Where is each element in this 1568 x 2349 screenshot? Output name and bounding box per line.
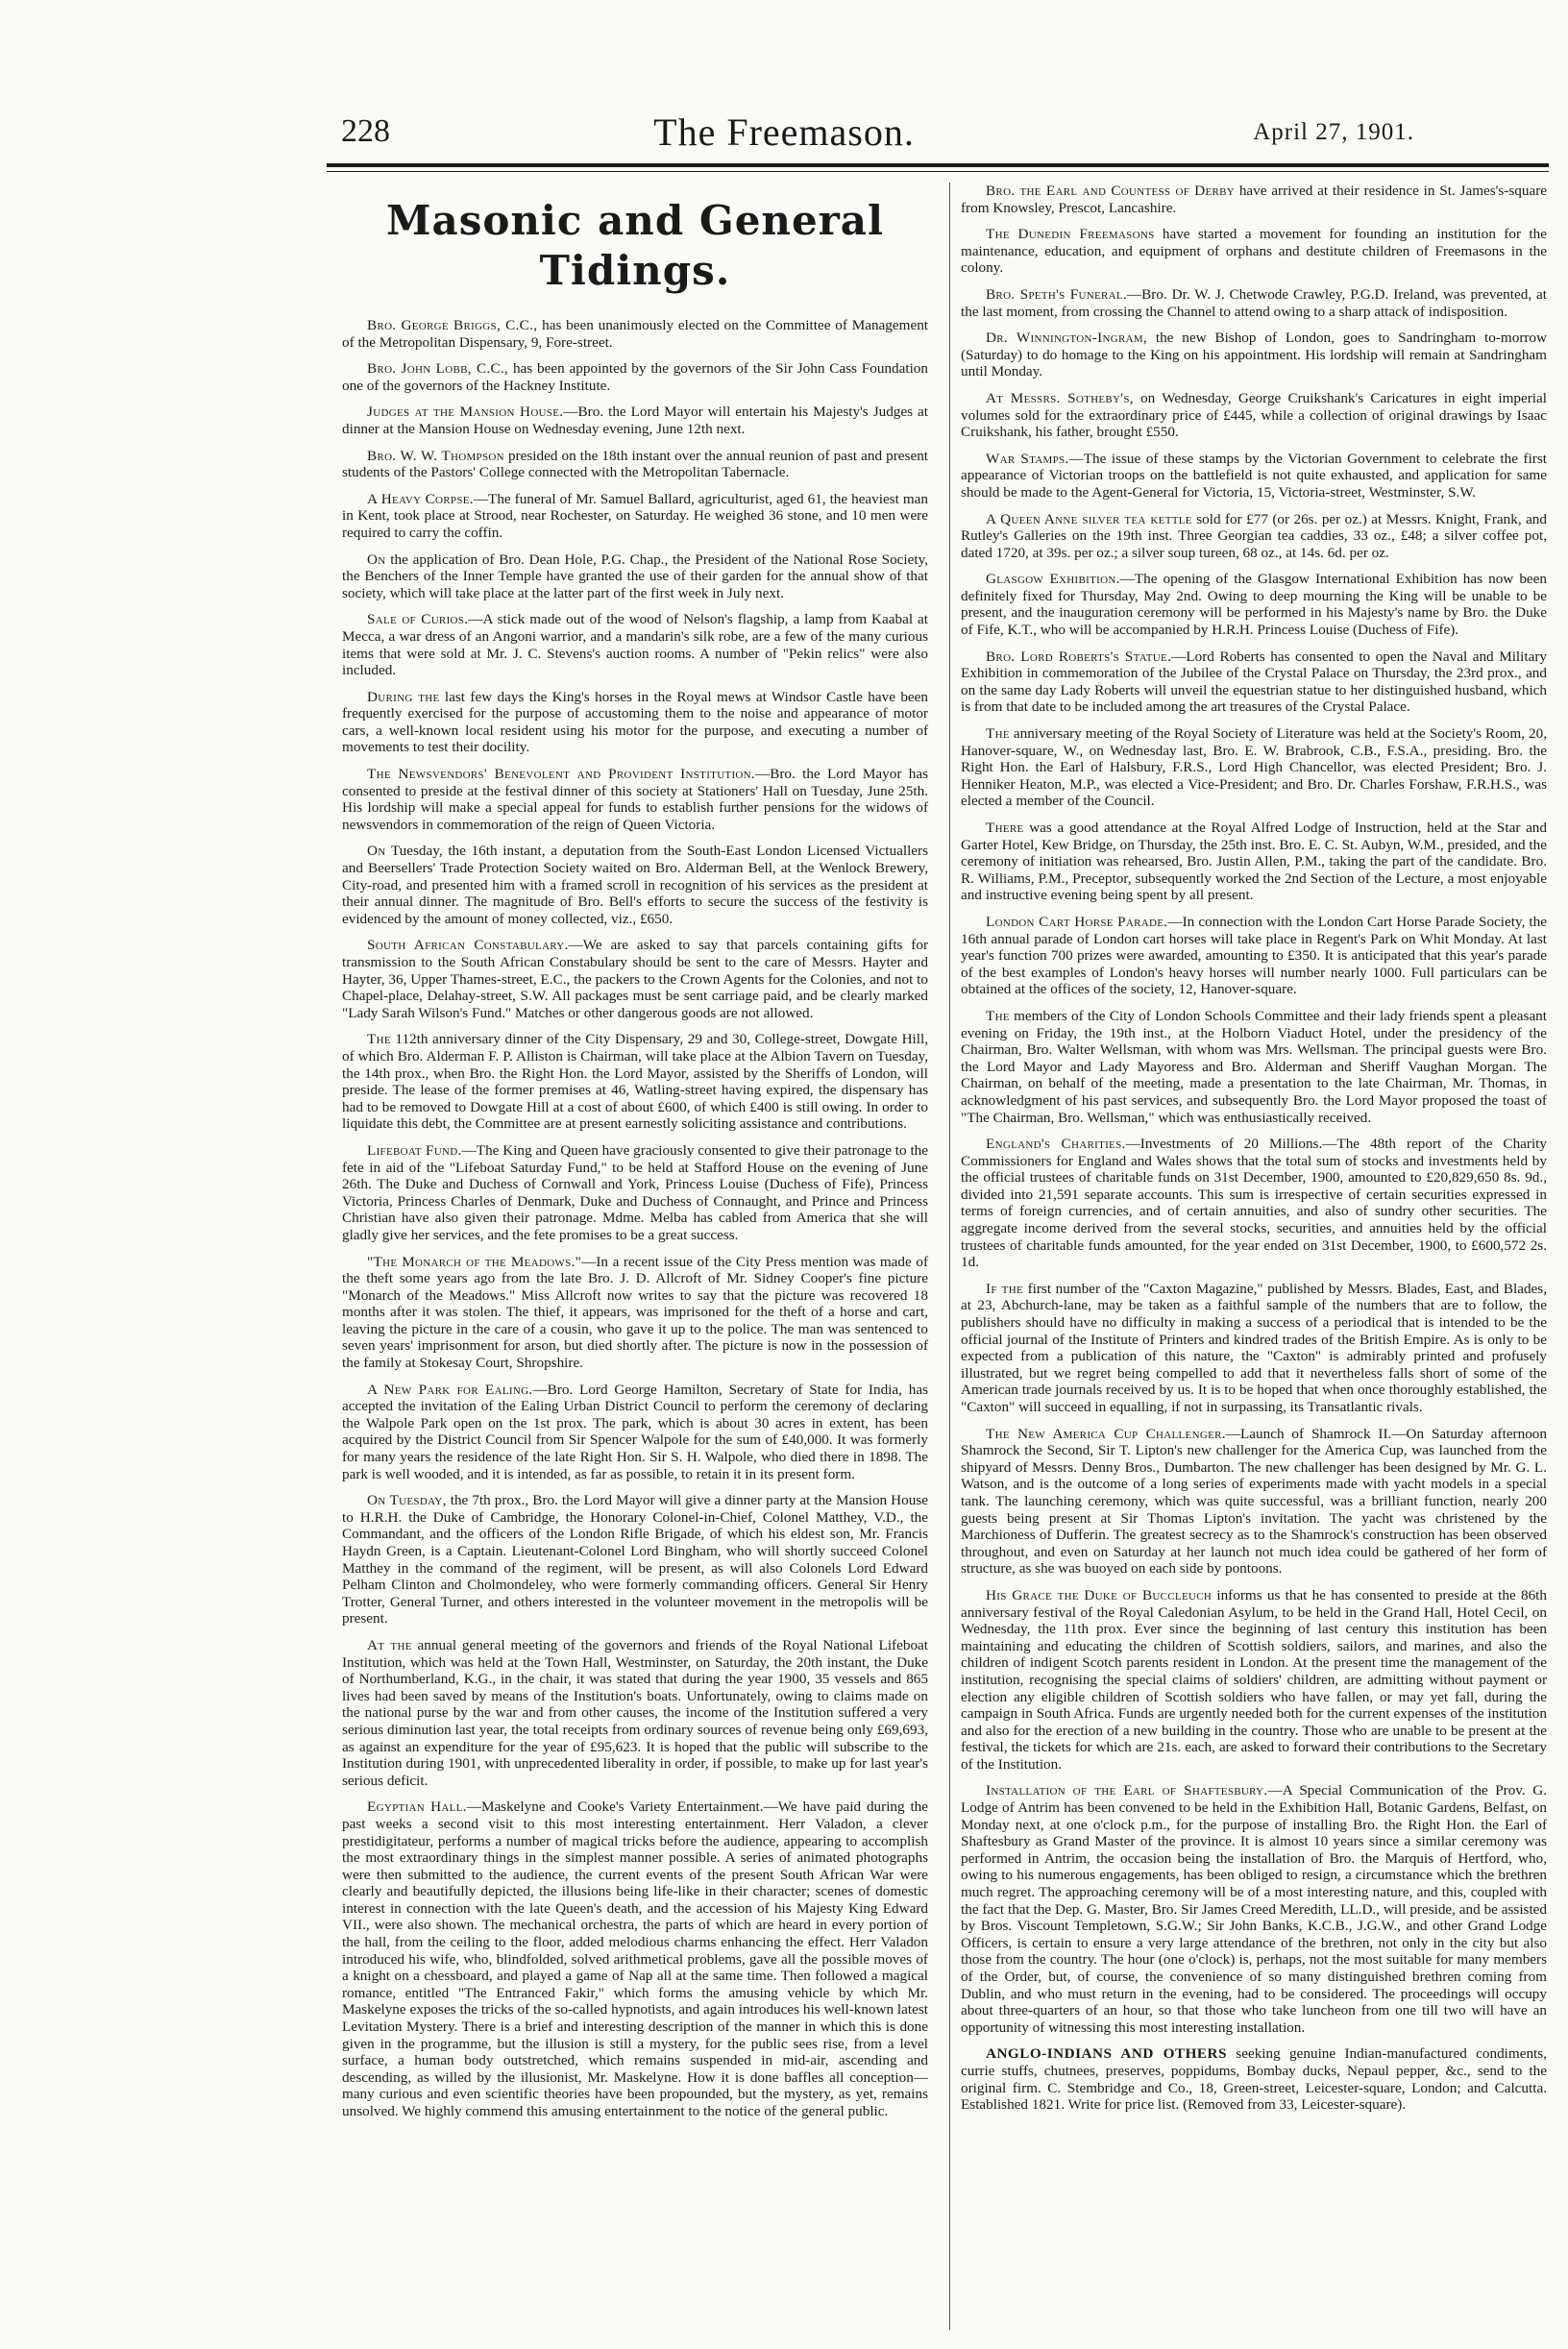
- article-paragraph: [961, 820, 1547, 904]
- advert-lead: ANGLO-INDIANS AND OTHERS: [986, 2045, 1227, 2063]
- article-paragraph: [961, 725, 1547, 810]
- paragraph-text: —Bro. the Lord Mayor will entertain his Majesty's Judges at dinner at the Mansion House on Wednesday evening, June 12th next.: [342, 404, 928, 437]
- article-paragraph: [961, 390, 1547, 441]
- paragraph-lead: Bro. John Lobb, C.C.,: [367, 360, 509, 378]
- paragraph-text: presided on the 18th instant over the annual reunion of past and present students of the Pastors' College connected with the Metropolitan Tabernacle.: [342, 447, 929, 481]
- paragraph-text: annual general meeting of the governors and friends of the Royal National Lifeboat Institution, which was held at the Town Hall, Westminster, on Saturday, the 20th instant, the Duke of Northumberland, K.G., in the chair, it was stated that during the year 1900, 35 vessels and 865 lives had been saved by means of the Institution's boats. Unfortunately, owing to claims made on the national purse by the war and from other causes, the income of the Institution suffered a very serious diminution last year, the total receipts from ordinary sources of revenue being only £69,693, as against an expenditure for the year of £95,623. It is hoped that the public will subscribe to the Institution during 1901, with unprecedented liberality in order, if possible, to make up for last year's serious deficit.: [342, 1636, 929, 1789]
- article-paragraph: [342, 843, 928, 927]
- paragraph-text: —Bro. Dr. W. J. Chetwode Crawley, P.G.D. Ireland, was prevented, at the last moment, from crossing the Channel to attend owing to a sharp attack of indisposition.: [961, 285, 1547, 320]
- paragraph-lead: Bro. George Briggs, C.C.,: [367, 317, 538, 333]
- paragraph-text: has been appointed by the governors of the Sir John Cass Foundation one of the governors of the Hackney Institute.: [342, 360, 928, 394]
- article-paragraph: [961, 1587, 1547, 1774]
- article-paragraph: [342, 1142, 928, 1244]
- paragraph-lead: Egyptian Hall.: [367, 1798, 467, 1816]
- paragraph-text: —Investments of 20 Millions.—The 48th report of the Charity Commissioners for England and Wales shows that the total sum of stocks and investments held by the official trustees of charitable funds on 31st December, 1900, amounted to £20,829,650 8s. 9d., divided into 21,591 separate accounts. This sum is irrespective of certain securities expressed in terms of foreign currencies, and of certain annuities, and also of sundry other securities. The aggregate income derived from the several stocks, securities, and annuities held by the official trustees of charitable funds amounted, for the year ended on 31st December, 1900, to £600,572 2s. 1d.: [961, 1136, 1547, 1271]
- paragraph-lead: There: [986, 820, 1024, 836]
- paragraph-lead: The: [986, 1007, 1010, 1024]
- article-paragraph: [342, 937, 928, 1021]
- article-paragraph: [961, 1008, 1547, 1126]
- article-paragraph: [342, 766, 928, 833]
- paragraph-lead: The Newsvendors' Benevolent and Provident Institution.: [367, 766, 755, 783]
- paragraph-lead: Installation of the Earl of Shaftesbury.: [986, 1782, 1268, 1799]
- paragraph-lead: London Cart Horse Parade.: [986, 913, 1168, 930]
- article-paragraph: [342, 1031, 928, 1133]
- paragraph-lead: Bro. W. W. Thompson: [367, 447, 504, 464]
- paragraph-text: —A stick made out of the wood of Nelson's flagship, a lamp from Kaabal at Mecca, a war dress of an Angoni warrior, and a mandarin's silk robe, are a few of the many curious items that were sold at Mr. J. C. Stevens's auction rooms. A number of "Pekin relics" were also included.: [342, 611, 928, 679]
- paragraph-lead: Lifeboat Fund.: [367, 1141, 462, 1159]
- article-paragraph: [342, 1492, 928, 1627]
- paragraph-text: last few days the King's horses in the Royal mews at Windsor Castle have been frequently exercised for the purpose of accustoming them to the noise and appearance of motor cars, a well-known local resident using his motor for the purpose, and executing a number of movements to test their docility.: [342, 688, 928, 756]
- paragraph-lead: Judges at the Mansion House.: [367, 404, 564, 421]
- paragraph-lead: Glasgow Exhibition.: [986, 571, 1120, 588]
- paragraph-lead: Sale of Curios.: [367, 611, 469, 628]
- paragraph-text: have arrived at their residence in St. James's-square from Knowsley, Prescot, Lancashire.: [961, 183, 1547, 216]
- paragraph-lead: War Stamps.: [986, 450, 1069, 467]
- paragraph-text: —We are asked to say that parcels containing gifts for transmission to the South African Constabulary should be sent to the care of Messrs. Hayter and Hayter, 36, Upper Thames-street, E.C., the packers to the Crown Agents for the Colonies, and not to Chapel-place, Delahay-street, S.W. All packages must be sent carriage paid, and be clearly marked "Lady Sarah Wilson's Fund." Matches or other dangerous goods are not allowed.: [342, 937, 928, 1021]
- paragraph-text: —The opening of the Glasgow International Exhibition has now been definitely fixed for Thursday, May 2nd. Owing to deep mourning the King will be unable to be present, and the inauguration ceremony will be performed in his Majesty's name by Bro. the Duke of Fife, K.T., who will be accompanied by H.R.H. Princess Louise (Duchess of Fife).: [961, 571, 1547, 639]
- section-headline: Masonic and General Tidings.: [386, 197, 884, 294]
- article-paragraph: [342, 1637, 928, 1789]
- paragraph-lead: At Messrs. Sotheby's,: [986, 389, 1134, 406]
- publication-title: The Freemason.: [653, 110, 915, 154]
- paragraph-text: —The issue of these stamps by the Victorian Government to celebrate the first appearance of Victorian troops on the battlefield is not quite exhausted, and application for same should be made to the Agent-General for Victoria, 15, Victoria-street, Westminster, S.W.: [961, 450, 1547, 501]
- paragraph-text: the new Bishop of London, goes to Sandringham to-morrow (Saturday) to do homage to the King on his appointment. His lordship will remain at Sandringham until Monday.: [961, 330, 1547, 380]
- paragraph-lead: A New Park for Ealing.: [367, 1381, 533, 1398]
- article-paragraph: [961, 451, 1547, 502]
- paragraph-text: the application of Bro. Dean Hole, P.G. Chap., the President of the National Rose Society, the Benchers of the Inner Temple have granted the use of their garden for the annual show of that society, which will take place at the latter part of the first week in July next.: [342, 551, 928, 601]
- paragraph-lead: Bro. the Earl and Countess of Derby: [986, 183, 1236, 199]
- article-paragraph: [961, 648, 1547, 716]
- paragraph-lead: On: [367, 551, 386, 568]
- column-divider: [949, 183, 950, 2330]
- paragraph-lead: The Dunedin Freemasons: [986, 226, 1155, 243]
- paragraph-text: —In connection with the London Cart Horse Parade Society, the 16th annual parade of London cart horses will take place in Regent's Park on Whit Monday. At last year's function 700 prizes were awarded, amounting to £350. It is anticipated that this year's parade of the best examples of London's heavy horses will number nearly 1000. Full particulars can be obtained at the offices of the society, 12, Hanover-square.: [961, 913, 1547, 998]
- article-paragraph: [342, 551, 928, 602]
- paragraph-lead: At the: [367, 1636, 412, 1653]
- paragraph-text: —Maskelyne and Cooke's Variety Entertainment.—We have paid during the past weeks a second visit to this most interesting entertainment. Herr Valadon, a clever prestidigitateur, performs a number of magical tricks before the audience, appearing to accomplish the most extraordinary things in the simplest manner possible. A series of animated photographs were then submitted to the audience, the current events of the present South African War were clearly and beautifully depicted, the illusions being life-like in their character; scenes of domestic interest in connection with the late Queen's death, and the accession of his Majesty King Edward VII., were also shown. The mechanical orchestra, the parts of which are heard in every portion of the hall, from the ceiling to the floor, added melodious charms enhancing the effect. Herr Valadon introduced his wife, who, blindfolded, solved arithmetical problems, gave all the possible moves of a knight on a chessboard, and played a game of Nap all at the same time. Then followed a magical romance, entitled "The Entranced Fakir," which forms the amusing vehicle by which Mr. Maskelyne exposes the tricks of the so-called hypnotists, and again introduces his well-known latest Levitation Mystery. There is a brief and interesting description of the manner in which this is done given in the programme, but the illusion is still a mystery, for the public sees rise, from a level surface, a human body outstretched, which remains suspended in mid-air, ascending and descending, as willed by the illusionist, Mr. Maskelyne. How it is done baffles all conception—many curious and even scientific theories have been propounded, but the mystery, as yet, remains unsolved. We highly commend this amusing entertainment to the notice of the general public.: [342, 1798, 929, 2119]
- paragraph-text: —The King and Queen have graciously consented to give their patronage to the fete in aid of the "Lifeboat Saturday Fund," to be held at Stafford House on the evening of June 26th. The Duke and Duchess of Cornwall and York, Princess Louise (Duchess of Fife), Princess Victoria, Princess Charles of Denmark, Duke and Duchess of Connaught, and Prince and Princess Christian have also given their patronage. Mdme. Melba has cabled from America that she will gladly give her services, and the fete promises to be a great success.: [342, 1141, 928, 1243]
- paragraph-text: —In a recent issue of the City Press mention was made of the theft some years ago from the late Bro. J. D. Allcroft of Mr. Sidney Cooper's fine picture "Monarch of the Meadows." Miss Allcroft now writes to say that the picture was recovered 18 months after it was stolen. The thief, it appears, was imprisoned for the theft of a horse and cart, leaving the picture in the care of a cousin, who gave it up to the police. The man was sentenced to seven years' imprisonment for arson, but died shortly after. The picture is now in the possession of the family at Stokesay Court, Shropshire.: [342, 1253, 928, 1372]
- paragraph-text: was a good attendance at the Royal Alfred Lodge of Instruction, held at the Star and Garter Hotel, Kew Bridge, on Thursday, the 25th inst. Bro. E. C. St. Aubyn, W.M., presided, and the ceremony of initiation was rehearsed, Bro. Justin Allen, P.M., taking the part of the candidate. Bro. R. Williams, P.M., Preceptor, subsequently worked the 2nd Section of the Lecture, a most enjoyable and instructive evening being spent by all present.: [961, 820, 1547, 904]
- paragraph-text: —Bro. Lord George Hamilton, Secretary of State for India, has accepted the invitation of the Ealing Urban District Council to perform the ceremony of declaring the Walpole Park open on the 1st prox. The park, which is about 30 acres in extent, has been acquired by the District Council from Sir Spencer Walpole for the sum of £40,000. It was formerly for many years the residence of the late Right Hon. Sir S. H. Walpole, who died there in 1898. The park is well wooded, and it is intended, as far as possible, to retain it in its present form.: [342, 1381, 929, 1482]
- article-paragraph: [961, 226, 1547, 277]
- article-paragraph: [342, 404, 928, 437]
- paragraph-lead: "The Monarch of the Meadows.": [367, 1253, 582, 1270]
- paragraph-lead: The: [986, 725, 1010, 743]
- header-rule-thin: [327, 171, 1549, 172]
- article-paragraph: [961, 1426, 1547, 1578]
- article-paragraph: [961, 914, 1547, 998]
- article-paragraph: [342, 1798, 928, 2119]
- paragraph-text: on Wednesday, George Cruikshank's Caricatures in eight imperial volumes sold for the extraordinary price of £445, while a collection of original drawings by Isaac Cruikshank, his father, brought £550.: [961, 389, 1547, 441]
- paragraph-text: —Bro. the Lord Mayor has consented to preside at the festival dinner of this society at Stationers' Hall on Tuesday, June 25th. His lordship will make a special appeal for funds to establish further pensions for the widows of newsvendors in commemoration of the reign of Queen Victoria.: [342, 766, 928, 833]
- paragraph-lead: South African Constabulary.: [367, 937, 569, 954]
- paragraph-text: —A Special Communication of the Prov. G. Lodge of Antrim has been convened to be held in the Exhibition Hall, Botanic Gardens, Belfast, on Monday next, at one o'clock p.m., for the purpose of installing Bro. the Right Hon. the Earl of Shaftesbury as Grand Master of the province. It is almost 10 years since a similar ceremony was performed in Antrim, the occasion being the installation of Bro. the Marquis of Hertford, who, owing to his numerous engagements, has been obliged to resign, a circumstance which the brethren much regret. The approaching ceremony will be of a most interesting nature, and this, coupled with the fact that the Dep. G. Master, Bro. Sir James Creed Meredith, LL.D., will preside, and be assisted by Bros. Viscount Templetown, S.G.W.; Sir John Banks, K.C.B., J.G.W., and other Grand Lodge Officers, is certain to ensure a very large attendance of the brethren, not only in the city but also those from the country. The hour (one o'clock) is, perhaps, not the most suitable for many members of the Order, but, of course, the convenience of so many distinguished brethren coming from Dublin, and who must return in the evening, had to be considered. The proceedings will occupy about three-quarters of an hour, so that those who take luncheon from one till two will have an opportunity of witnessing this most interesting installation.: [961, 1782, 1547, 2036]
- article-paragraph: [961, 571, 1547, 638]
- paragraph-text: members of the City of London Schools Committee and their lady friends spent a pleasant evening on Friday, the 19th inst., at the Holborn Viaduct Hotel, under the presidency of the Chairman, Bro. Walter Wellsman, with whom was Mrs. Wellsman. The principal guests were Bro. the Lord Mayor and Lady Mayoress and Bro. Alderman and Sheriff Vaughan Morgan. The Chairman, on behalf of the meeting, made a presentation to the late Chairman, Mr. Thomas, in acknowledgment of his past services, and subsequently Bro. the Lord Mayor proposed the toast of "The Chairman, Bro. Wellsman," which was enthusiastically received.: [961, 1007, 1547, 1126]
- paragraph-text: —Launch of Shamrock II.—On Saturday afternoon Shamrock the Second, Sir T. Lipton's new challenger for the America Cup, was launched from the shipyard of Messrs. Denny Bros., Dumbarton. The new challenger has been designed by Mr. G. L. Watson, and is the outcome of a long series of experiments made with yacht models in a special tank. The launching ceremony, which was quite successful, was a brilliant function, nearly 200 guests being present at Sir Thomas Lipton's invitation. The yacht was christened by the Marchioness of Dufferin. The greatest secrecy as to the Shamrock's construction has been observed throughout, and even on Saturday at her launch not much idea could be gathered of her form of structure, as she was buoyed on each side by pontoons.: [961, 1425, 1547, 1578]
- issue-date: April 27, 1901.: [1253, 119, 1414, 145]
- paragraph-text: sold for £77 (or 26s. per oz.) at Messrs. Knight, Frank, and Rutley's Galleries on the 19th inst. Three Georgian tea caddies, 33 oz., £48; a silver coffee pot, dated 1720, at 39s. per oz.; a silver soup tureen, 68 oz., at 14s. 6d. per oz.: [961, 510, 1547, 561]
- paragraph-lead: Bro. Lord Roberts's Statue.: [986, 648, 1172, 665]
- paragraph-text: Tuesday, the 16th instant, a deputation from the South-East London Licensed Victuallers and Beersellers' Trade Protection Society waited on Bro. Alderman Bell, at the Wenlock Brewery, City-road, and presented him with a framed scroll in recognition of his services as the president at their annual dinner. The magnitude of Bro. Bell's efforts to secure the success of the festivity is evidenced by the amount of money collected, viz., £650.: [342, 843, 928, 927]
- article-paragraph: [961, 1782, 1547, 2036]
- advertisement: [961, 2045, 1547, 2113]
- page-number: 228: [341, 113, 390, 149]
- article-paragraph: [342, 689, 928, 756]
- paragraph-lead: A Heavy Corpse.: [367, 490, 474, 507]
- paragraph-lead: The New America Cup Challenger.: [986, 1425, 1226, 1442]
- paragraph-text: —The funeral of Mr. Samuel Ballard, agriculturist, aged 61, the heaviest man in Kent, took place at Strood, near Rochester, on Saturday. He weighed 36 stone, and 10 men were required to carry the coffin.: [342, 490, 928, 541]
- paragraph-text: has been unanimously elected on the Committee of Management of the Metropolitan Dispensary, 9, Fore-street.: [342, 317, 929, 351]
- running-header: [0, 110, 1568, 161]
- paragraph-lead: England's Charities.: [986, 1136, 1126, 1153]
- left-column: [342, 183, 928, 2130]
- header-rule-thick: [327, 163, 1549, 167]
- paragraph-lead: During the: [367, 688, 440, 705]
- paragraph-lead: If the: [986, 1280, 1023, 1297]
- right-column: [961, 183, 1547, 2123]
- article-paragraph: [961, 511, 1547, 562]
- paragraph-text: anniversary meeting of the Royal Society of Literature was held at the Society's Room, 20, Hanover-square, W., on Wednesday last, Bro. E. W. Brabrook, C.B., F.S.A., presiding. Bro. the Right Hon. the Earl of Halsbury, F.R.S., Lord High Chancellor, was elected President; Bro. J. Henniker Heaton, M.P., was elected a Vice-President; and Bro. Dr. Charles Forshaw, F.R.H.S., was elected a member of the Council.: [961, 725, 1547, 810]
- article-paragraph: [342, 317, 928, 351]
- article-paragraph: [342, 1382, 928, 1483]
- article-paragraph: [961, 1136, 1547, 1271]
- paragraph-text: first number of the "Caxton Magazine," published by Messrs. Blades, East, and Blades, at 23, Abchurch-lane, may be taken as a faithful sample of the numbers that are to follow, the publishers should have no difficulty in making a success of a periodical that is intended to be the official journal of the Institute of Printers and kindred trades of the British Empire. As is only to be expected from a publication of this nature, the "Caxton" is admirably printed and profusely illustrated, but we regret being compelled to add that it nevertheless falls short of some of the American trade journals received by us. It is to be hoped that when once thoroughly established, the "Caxton" will succeed in equalling, if not in surpassing, its Transatlantic rivals.: [961, 1280, 1547, 1415]
- article-paragraph: [961, 183, 1547, 216]
- paragraph-text: 112th anniversary dinner of the City Dispensary, 29 and 30, College-street, Dowgate Hill, of which Bro. Alderman F. P. Alliston is Chairman, will take place at the Albion Tavern on Tuesday, the 14th prox., when Bro. the Right Hon. the Lord Mayor, assisted by the Sheriffs of London, will preside. The lease of the former premises at 46, Watling-street having expired, the dispensary has had to be removed to Dowgate Hill at a cost of about £600, of which £400 is still owing. In order to liquidate this debt, the Committee are at present earnestly soliciting assistance and contributions.: [342, 1031, 928, 1133]
- paragraph-lead: On Tuesday,: [367, 1492, 447, 1509]
- paragraph-lead: The: [367, 1031, 391, 1048]
- article-paragraph: [342, 360, 928, 394]
- paragraph-text: have started a movement for founding an institution for the maintenance, education, and equipment of orphans and destitute children of Freemasons in the colony.: [961, 226, 1547, 277]
- article-paragraph: [342, 611, 928, 678]
- paragraph-lead: His Grace the Duke of Buccleuch: [986, 1586, 1213, 1603]
- article-paragraph: [342, 491, 928, 542]
- paragraph-lead: On: [367, 843, 386, 860]
- paragraph-text: informs us that he has consented to preside at the 86th anniversary festival of the Royal Caledonian Asylum, to be held in the Grand Hall, Hotel Cecil, on Wednesday, the 11th prox. Ever since the beginning of last century this institution has been maintaining and educating the children of Scottish soldiers, sailors, and marines, and also the children of indigent Scotch parents resident in London. At the present time the management of the institution, recognising the special claims of soldiers' children, are admitting without payment or election any eligible children of Scottish soldiers who have fallen, or may yet fall, during the campaign in South Africa. Funds are urgently needed both for the current expenses of the institution and also for the erection of a new building in the country. Those who are unable to be present at the festival, the tickets for which are 21s. each, are asked to forward their contributions to the Secretary of the Institution.: [961, 1586, 1547, 1773]
- article-paragraph: [961, 286, 1547, 320]
- paragraph-lead: Bro. Speth's Funeral.: [986, 285, 1127, 303]
- article-paragraph: [342, 1254, 928, 1372]
- paragraph-lead: Dr. Winnington-Ingram,: [986, 330, 1147, 347]
- paragraph-text: —Lord Roberts has consented to open the Naval and Military Exhibition in commemoration of the Jubilee of the Crystal Palace on Thursday, the 23rd prox., and on the same day Lady Roberts will unveil the equestrian statue to her distinguished husband, which is from that date to be included among the art treasures of the Crystal Palace.: [961, 648, 1547, 716]
- paragraph-lead: A Queen Anne silver tea kettle: [986, 510, 1192, 527]
- article-paragraph: [961, 1281, 1547, 1416]
- article-paragraph: [342, 448, 928, 481]
- article-paragraph: [961, 330, 1547, 380]
- advert-text: seeking genuine Indian-manufactured condiments, currie stuffs, chutnees, preserves, poppidums, Bombay ducks, Nepaul pepper, &c., send to the original firm. C. Stembridge and Co., 18, Green-street, Leicester-square, London; and Calcutta. Established 1821. Write for price list. (Removed from 33, Leicester-square).: [961, 2045, 1547, 2114]
- paragraph-text: the 7th prox., Bro. the Lord Mayor will give a dinner party at the Mansion House to H.R.H. the Duke of Cambridge, the Honorary Colonel-in-Chief, Colonel Matthey, V.D., the Commandant, and the officers of the London Rifle Brigade, of which his eldest son, Mr. Francis Haydn Green, is a Captain. Lieutenant-Colonel Lord Bingham, who will shortly succeed Colonel Matthey in the command of the regiment, will be present, as will also Colonels Lord Edward Pelham Clinton and Cholmondeley, who were formerly commanding officers. General Sir Henry Trotter, General Turner, and others interested in the volunteer movement in the metropolis will be present.: [342, 1492, 928, 1627]
